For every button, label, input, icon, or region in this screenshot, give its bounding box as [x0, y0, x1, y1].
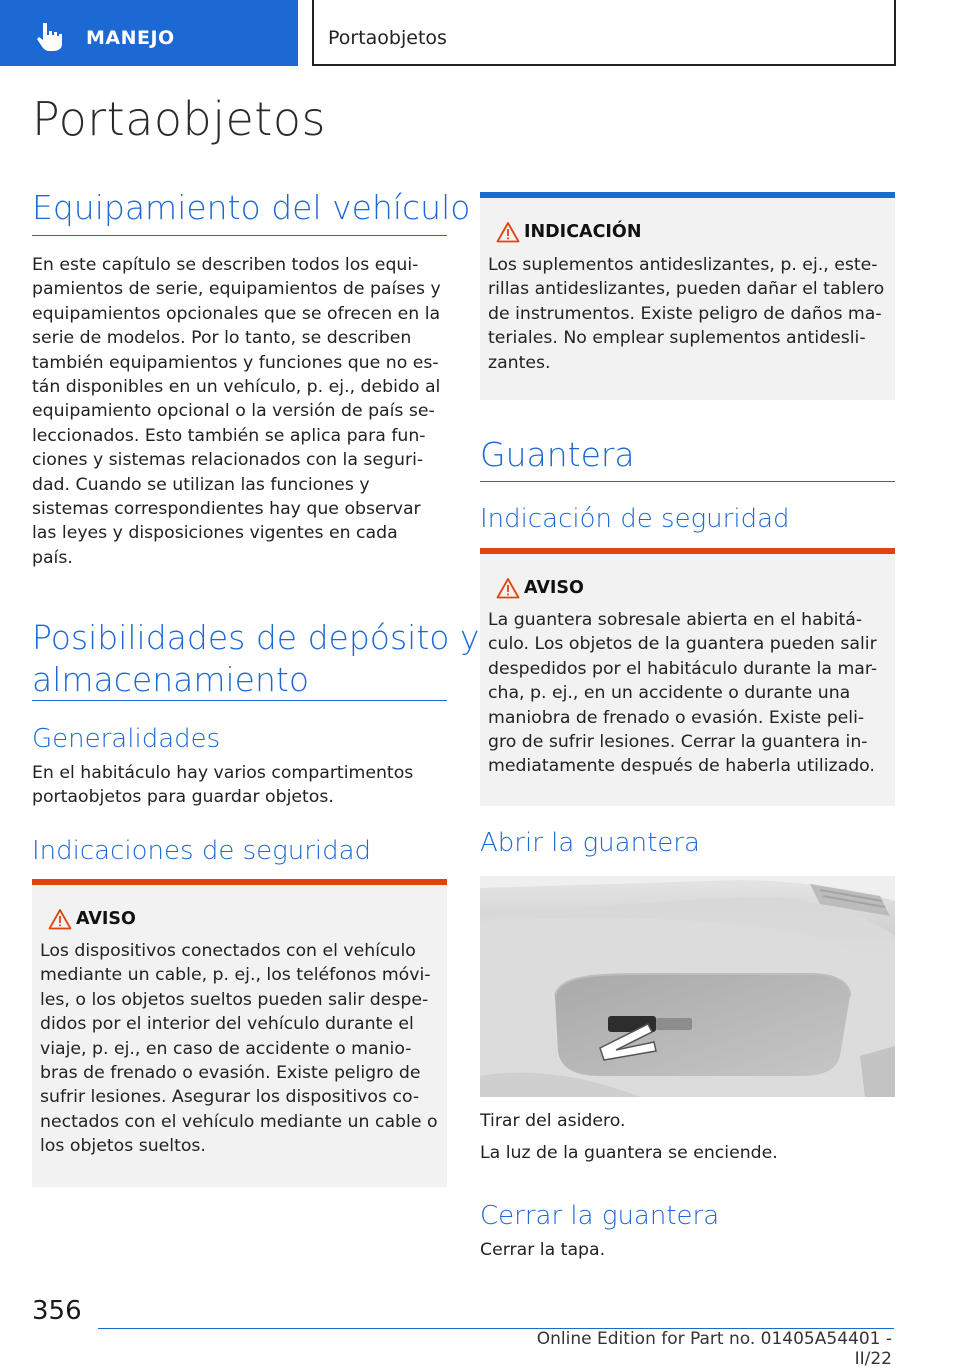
- equipment-text: En este capítulo se describen todos los equi- pamientos de serie, equipamientos de países y equipamientos opcionales que se ofrecen en la serie de modelos. Por lo tanto, se describen también equipamientos y funciones que no es- tán disponibles en un vehículo, p. ej., debido al equipamiento opcional o la versión de país se- leccionados. Esto también se aplica para fun- ciones y sistemas relacionados con la seguri- dad. Cuando se utilizan las funciones y sistemas correspondientes hay que observar las leyes y disposiciones vigentes en cada país.: [32, 255, 441, 568]
- notice-text: Los suplementos antideslizantes, p. ej., este- rillas antideslizantes, pueden dañar el tablero de instrumentos. Existe peligro de daños ma- teriales. No emplear suplementos antidesli- zantes.: [488, 255, 885, 373]
- divider: [32, 700, 447, 701]
- open-glovebox-heading: Abrir la guantera: [480, 828, 700, 858]
- close-glovebox-heading: Cerrar la guantera: [480, 1201, 720, 1231]
- warning-triangle-icon: [48, 908, 72, 930]
- warning-triangle-icon: [496, 577, 520, 599]
- equipment-heading: Equipamiento del vehículo: [32, 188, 471, 227]
- notice-box: [480, 192, 895, 400]
- warning-box: [480, 548, 895, 806]
- divider: [32, 235, 447, 236]
- storage-heading: Posibilidades de depósito y almacenamiento: [32, 618, 480, 699]
- chapter-title: Portaobjetos: [328, 27, 447, 49]
- open-step-2: La luz de la guantera se enciende.: [480, 1143, 778, 1163]
- divider: [480, 481, 895, 482]
- glovebox-safety-heading: Indicación de seguridad: [480, 504, 790, 534]
- section-label: MANEJO: [86, 27, 175, 49]
- notice-title: INDICACIÓN: [524, 222, 642, 242]
- general-heading: Generalidades: [32, 724, 221, 754]
- warning-title: AVISO: [76, 909, 136, 929]
- safety-heading: Indicaciones de seguridad: [32, 836, 372, 866]
- chapter-header: [312, 0, 896, 66]
- page-number: 356: [32, 1296, 82, 1326]
- close-text: Cerrar la tapa.: [480, 1240, 606, 1260]
- page-title: Portaobjetos: [32, 92, 326, 146]
- warning-box: [32, 879, 447, 1187]
- warning-triangle-icon: [496, 221, 520, 243]
- general-text: En el habitáculo hay varios compartimentos portaobjetos para guardar objetos.: [32, 763, 414, 808]
- warning-text: La guantera sobresale abierta en el habitá- culo. Los objetos de la guantera pueden salir despedidos por el habitáculo durante la mar- cha, p. ej., en un accidente o durante una maniobra de frenado o evasión. Existe peli- gro de sufrir lesiones. Cerrar la guantera in- mediatamente después de haberla utilizado.: [488, 610, 878, 777]
- warning-bar: [32, 879, 447, 885]
- open-step-1: Tirar del asidero.: [480, 1111, 626, 1131]
- section-tab[interactable]: [0, 0, 298, 66]
- warning-bar: [480, 548, 895, 554]
- warning-title: AVISO: [524, 578, 584, 598]
- edition-footer: Online Edition for Part no. 01405A54401 - II/22: [536, 1329, 892, 1369]
- hand-pointer-icon: [34, 20, 68, 54]
- glovebox-heading: Guantera: [480, 435, 635, 474]
- glovebox-illustration: [480, 876, 895, 1097]
- warning-text: Los dispositivos conectados con el vehículo mediante un cable, p. ej., los teléfonos móvi- les, o los objetos sueltos pueden salir despe- didos por el interior del vehículo durante el viaje, p. ej., en caso de accidente o manio- bras de frenado o evasión. Existe peligro de sufrir lesiones. Asegurar los dispositivos co- nectados con el vehículo mediante un cable o los objetos sueltos.: [40, 941, 438, 1157]
- notice-bar: [480, 192, 895, 198]
